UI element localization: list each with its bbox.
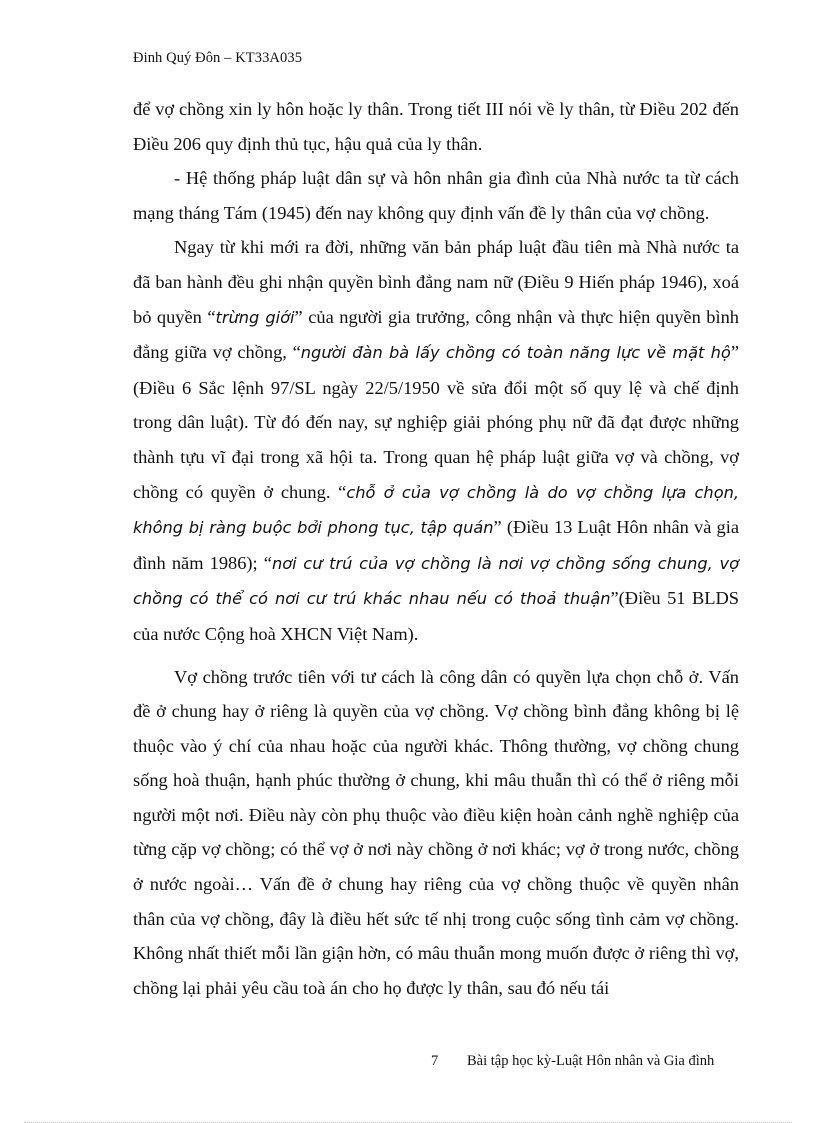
paragraph-text: ” (Điều 6 Sắc lệnh 97/SL ngày 22/5/1950 về sửa đổi một số quy lệ và chế định trong dân luật). Từ đó đến nay, sự nghiệp giải phóng phụ nữ đã đạt được những thành tựu vĩ đại trong xã hội ta. Trong quan hệ pháp luật giữa vợ và chồng, vợ chồng có quyền ở chung. “: [133, 342, 739, 502]
document-body: [133, 92, 739, 1005]
paragraph-continuation: [133, 92, 739, 161]
italic-quote: chỗ ở của vợ chồng là do vợ chồng lựa chọn, không bị ràng buộc bởi phong tục, tập quán: [133, 482, 739, 538]
paragraph-text: ”(Điều 51 BLDS của nước Cộng hoà XHCN Việt Nam).: [133, 588, 739, 644]
page-number: 7: [431, 1053, 439, 1069]
italic-quote: nơi cư trú của vợ chồng là nơi vợ chồng sống chung, vợ chồng có thể có nơi cư trú khác nhau nếu có thoả thuận: [133, 553, 739, 609]
paragraph-equality: [133, 230, 739, 651]
paragraph-text: ” (Điều 13 Luật Hôn nhân và gia đình năm 1986); “: [133, 517, 740, 573]
paragraph-text: Ngay từ khi mới ra đời, những văn bản pháp luật đầu tiên mà Nhà nước ta đã ban hành đều ghi nhận quyền bình đẳng nam nữ (Điều 9 Hiến pháp 1946), xoá bỏ quyền “: [133, 237, 739, 327]
course-title: Bài tập học kỳ-Luật Hôn nhân và Gia đình: [467, 1053, 715, 1069]
paragraph-residence: [133, 660, 739, 1006]
paragraph-text: Vợ chồng trước tiên với tư cách là công dân có quyền lựa chọn chỗ ở. Vấn đề ở chung hay ở riêng là quyền của vợ chồng. Vợ chồng bình đẳng không bị lệ thuộc vào ý chí của nhau hoặc của người khác. Thông thường, vợ chồng chung sống hoà thuận, hạnh phúc thường ở chung, khi mâu thuẫn thì có thể ở riêng mỗi người một nơi. Điều này còn phụ thuộc vào điều kiện hoàn cảnh nghề nghiệp của từng cặp vợ chồng; có thể vợ ở nơi này chồng ở nơi khác; vợ ở trong nước, chồng ở nước ngoài… Vấn đề ở chung hay riêng của vợ chồng thuộc về quyền nhân thân của vợ chồng, đây là điều hết sức tế nhị trong cuộc sống tình cảm vợ chồng. Không nhất thiết mỗi lần giận hờn, có mâu thuẫn mong muốn được ở riêng thì vợ, chồng lại phải yêu cầu toà án cho họ được ly thân, sau đó nếu tái: [133, 666, 739, 998]
page-header: Đinh Quý Đôn – KT33A035: [133, 50, 303, 66]
page-footer: [431, 1053, 714, 1070]
paragraph-text: ” của người gia trưởng, công nhận và thực hiện quyền bình đẳng giữa vợ chồng, “: [133, 306, 739, 363]
italic-quote: người đàn bà lấy chồng có toàn năng lực về mặt hộ: [300, 343, 731, 363]
paragraph-text: - Hệ thống pháp luật dân sự và hôn nhân gia đình của Nhà nước ta từ cách mạng tháng Tám (1945) đến nay không quy định vấn đề ly thân của vợ chồng.: [133, 168, 739, 223]
paragraph-legal-system: [133, 161, 739, 230]
paragraph-text: để vợ chồng xin ly hôn hoặc ly thân. Trong tiết III nói về ly thân, từ Điều 202 đến Điều 206 quy định thủ tục, hậu quả của ly thân.: [133, 99, 739, 154]
italic-quote: trừng giới: [215, 307, 295, 327]
